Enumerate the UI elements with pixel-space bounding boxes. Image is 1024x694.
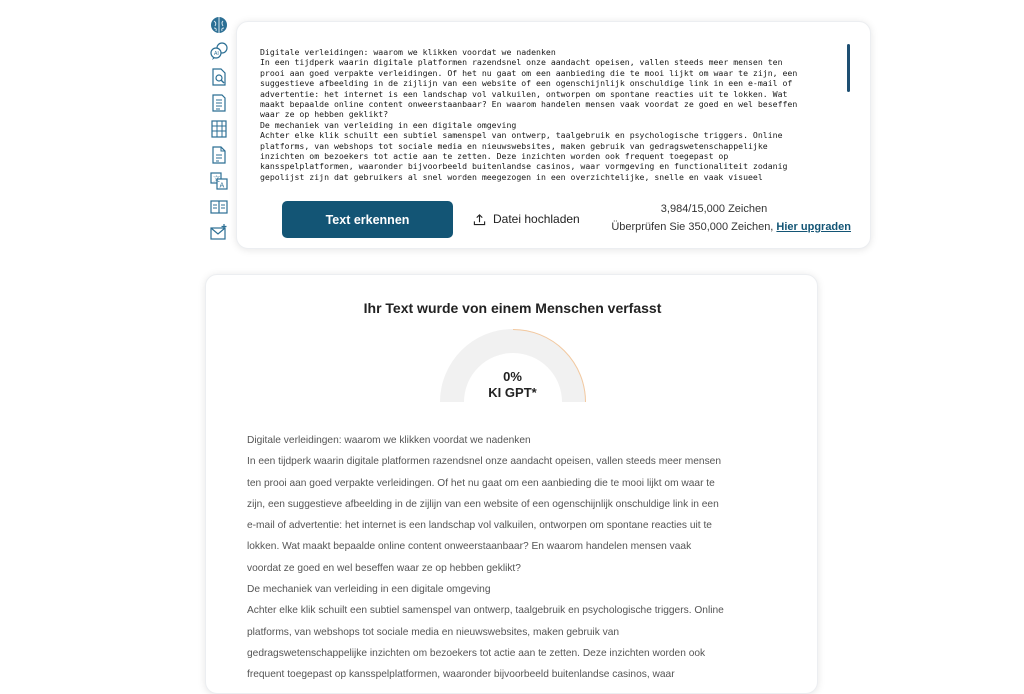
translate-icon[interactable] bbox=[208, 170, 230, 192]
result-text-line: ten prooi aan goed verpakte verleidingen. Of het nu gaat om een aanbieding die te mooi lijkt om waar te bbox=[247, 477, 715, 489]
result-text-line: Achter elke klik schuilt een subtiel samenspel van ontwerp, taalgebruik en psychologische triggers. Online bbox=[247, 605, 724, 617]
upgrade-notice bbox=[605, 221, 851, 233]
result-title: Ihr Text wurde von einem Menschen verfasst bbox=[363, 300, 662, 316]
document-list-icon[interactable] bbox=[208, 92, 230, 114]
upgrade-link[interactable]: Hier upgraden bbox=[776, 221, 851, 233]
svg-text:AI: AI bbox=[214, 51, 219, 57]
upload-file-button[interactable] bbox=[473, 210, 580, 228]
upgrade-notice-text: Überprüfen Sie 350,000 Zeichen, bbox=[611, 221, 777, 233]
result-text-line: e-mail of advertentie: het internet is een landschap vol valkuilen, ontworpen om spontane reacties uit te bbox=[247, 520, 712, 532]
ai-score-percent: 0% bbox=[503, 369, 522, 384]
svg-text:文: 文 bbox=[213, 175, 220, 183]
result-text-line: platforms, van webshops tot sociale media en nieuwswebsites, maken gebruik van bbox=[247, 626, 620, 638]
result-text-line: zijn, een suggestieve afbeelding in de zijlijn van een website of een ogenschijnlijk onschuldige link in een bbox=[247, 498, 719, 510]
upload-icon bbox=[473, 213, 486, 226]
mail-icon[interactable] bbox=[208, 222, 230, 244]
result-text-line: lokken. Wat maakt bepaalde online content onweerstaanbaar? En waarom handelen mensen vaak bbox=[247, 541, 692, 553]
result-text-line: voordat ze goed en wel beseffen waar ze op hebben geklikt? bbox=[247, 562, 521, 574]
document-search-icon[interactable] bbox=[208, 66, 230, 88]
ai-chat-icon[interactable] bbox=[208, 40, 230, 62]
result-text bbox=[247, 430, 782, 686]
character-counter: 3,984/15,000 Zeichen bbox=[660, 203, 768, 215]
svg-text:A: A bbox=[219, 181, 225, 190]
brain-icon[interactable] bbox=[208, 14, 230, 36]
result-card bbox=[205, 274, 818, 694]
result-text-line: gedragswetenschappelijke inzichten om bezoekers tot actie aan te zetten. Deze inzichten worden ook bbox=[247, 647, 706, 659]
upload-file-label: Datei hochladen bbox=[493, 212, 580, 226]
result-text-line: In een tijdperk waarin digitale platformen razendsnel onze aandacht opeisen, vallen steeds meer mensen bbox=[247, 456, 722, 468]
compare-icon[interactable] bbox=[208, 196, 230, 218]
text-input-area[interactable]: Digitale verleidingen: waarom we klikken voordat we nadenken In een tijdperk waarin digitale platformen razendsnel onze aandacht opeisen, vallen steeds meer mensen ten prooi aan goed verpakte verleidingen. Of het nu gaat om een aanbieding die te mooi lijkt om waar te zijn, een suggestieve afbeelding in de zijlijn van een website of een ogenschijnlijk onschuldige link in een e-mail of advertentie: het internet is een landschap vol valkuilen, ontworpen om spontane reacties uit te lokken. Wat maakt bepaalde online content onweerstaanbaar? En waarom handelen mensen vaak voordat ze goed en wel beseffen waar ze op hebben geklikt? De mechaniek van verleiding in een digitale omgeving Achter elke klik schuilt een subtiel samenspel van ontwerp, taalgebruik en psychologische triggers. Online platforms, van webshops tot sociale media en nieuwswebsites, maken gebruik van gedragswetenschappelijke inzichten om bezoekers tot actie aan te zetten. Deze inzichten worden ook frequent toegepast op kansspelplatformen, waaronder bijvoorbeeld buitenlandse casinos, waar vormgeving en functionaliteit zodanig gepolijst zijn dat gebruikers al snel worden meegezogen in een overzichtelijke, snelle en vaak visueel bbox=[260, 47, 798, 182]
detect-text-button[interactable]: Text erkennen bbox=[282, 201, 453, 238]
result-text-line: De mechaniek van verleiding in een digitale omgeving bbox=[247, 584, 491, 596]
ai-score-label: KI GPT* bbox=[488, 385, 537, 400]
result-text-line: frequent toegepast op kansspelplatformen, waaronder bijvoorbeeld buitenlandse casinos, waar bbox=[247, 669, 675, 681]
text-scrollbar[interactable] bbox=[847, 44, 850, 92]
result-text-line: Digitale verleidingen: waarom we klikken voordat we nadenken bbox=[247, 435, 531, 446]
text-input-card bbox=[236, 21, 871, 249]
document-edit-icon[interactable] bbox=[208, 144, 230, 166]
tool-sidebar bbox=[205, 14, 233, 248]
document-grid-icon[interactable] bbox=[208, 118, 230, 140]
